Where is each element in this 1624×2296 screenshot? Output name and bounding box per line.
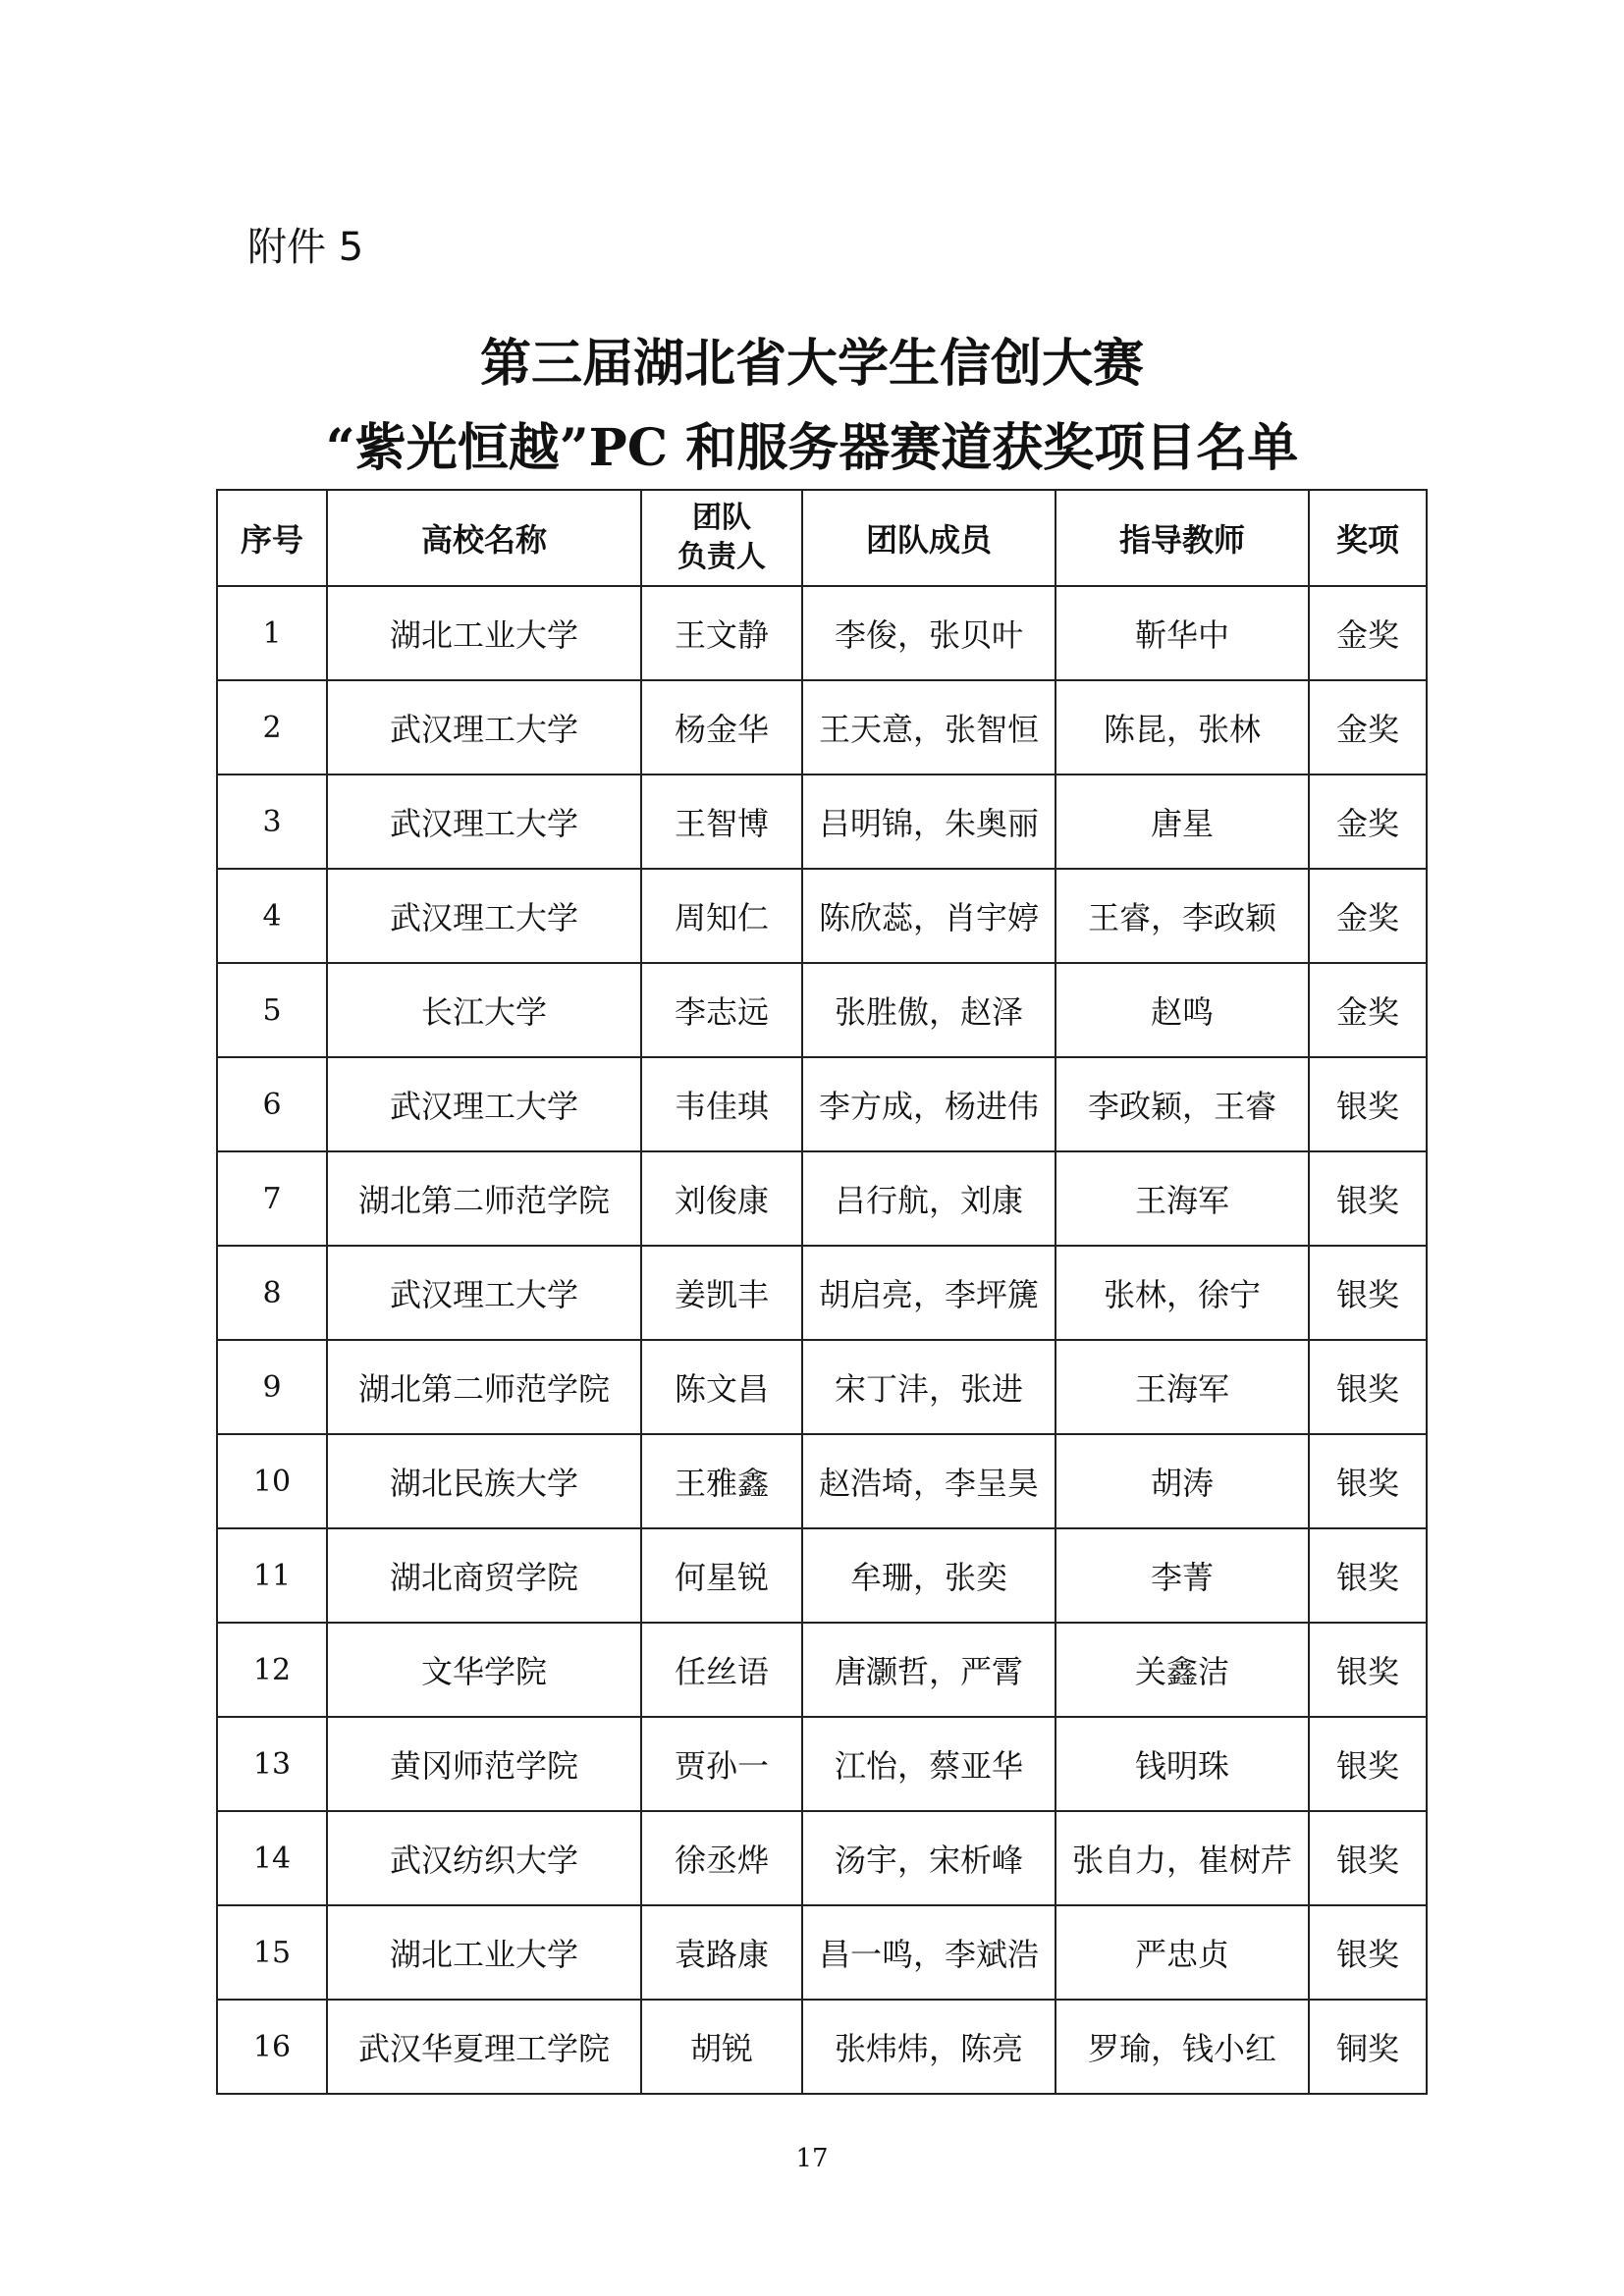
cell-school: 长江大学 — [327, 963, 641, 1057]
cell-advisors: 王海军 — [1056, 1340, 1309, 1434]
cell-award: 铜奖 — [1309, 2000, 1427, 2094]
cell-no: 6 — [217, 1057, 327, 1151]
cell-leader: 贾孙一 — [641, 1717, 802, 1811]
cell-school: 武汉华夏理工学院 — [327, 2000, 641, 2094]
cell-members: 胡启亮，李坪篪 — [802, 1246, 1056, 1340]
cell-school: 武汉理工大学 — [327, 680, 641, 774]
cell-leader: 李志远 — [641, 963, 802, 1057]
cell-school: 武汉纺织大学 — [327, 1811, 641, 1905]
cell-advisors: 李菁 — [1056, 1528, 1309, 1623]
cell-award: 银奖 — [1309, 1811, 1427, 1905]
cell-leader: 陈文昌 — [641, 1340, 802, 1434]
cell-school: 文华学院 — [327, 1623, 641, 1717]
table-row — [217, 1340, 1427, 1434]
cell-advisors: 靳华中 — [1056, 586, 1309, 680]
cell-no: 5 — [217, 963, 327, 1057]
document-title-line1: 第三届湖北省大学生信创大赛 — [479, 334, 1144, 394]
cell-members: 张胜傲，赵泽 — [802, 963, 1056, 1057]
table-row — [217, 2000, 1427, 2094]
cell-advisors: 赵鸣 — [1056, 963, 1309, 1057]
table-row — [217, 869, 1427, 963]
cell-leader: 姜凯丰 — [641, 1246, 802, 1340]
cell-advisors: 严忠贞 — [1056, 1905, 1309, 2000]
cell-leader: 王文静 — [641, 586, 802, 680]
cell-advisors: 胡涛 — [1056, 1434, 1309, 1528]
header-leader — [641, 490, 802, 586]
table-row — [217, 1528, 1427, 1623]
table-row — [217, 1151, 1427, 1246]
table-row — [217, 963, 1427, 1057]
cell-members: 吕行航，刘康 — [802, 1151, 1056, 1246]
cell-members: 李俊，张贝叶 — [802, 586, 1056, 680]
document-title-line2: “紫光恒越”PC 和服务器赛道获奖项目名单 — [325, 418, 1299, 478]
cell-school: 湖北第二师范学院 — [327, 1340, 641, 1434]
cell-advisors: 王睿，李政颖 — [1056, 869, 1309, 963]
table-row — [217, 1434, 1427, 1528]
cell-school: 武汉理工大学 — [327, 869, 641, 963]
cell-award: 金奖 — [1309, 869, 1427, 963]
cell-advisors: 陈昆，张林 — [1056, 680, 1309, 774]
cell-leader: 韦佳琪 — [641, 1057, 802, 1151]
table-row — [217, 1057, 1427, 1151]
cell-advisors: 罗瑜，钱小红 — [1056, 2000, 1309, 2094]
cell-no: 15 — [217, 1905, 327, 2000]
cell-leader: 王雅鑫 — [641, 1434, 802, 1528]
cell-advisors: 钱明珠 — [1056, 1717, 1309, 1811]
cell-no: 4 — [217, 869, 327, 963]
cell-leader: 任丝语 — [641, 1623, 802, 1717]
cell-no: 3 — [217, 774, 327, 869]
cell-award: 金奖 — [1309, 680, 1427, 774]
cell-school: 湖北第二师范学院 — [327, 1151, 641, 1246]
cell-members: 唐灏哲，严霄 — [802, 1623, 1056, 1717]
header-leader-line2: 负责人 — [677, 540, 766, 574]
cell-award: 银奖 — [1309, 1151, 1427, 1246]
cell-school: 武汉理工大学 — [327, 774, 641, 869]
table-body — [217, 586, 1427, 2094]
table-row — [217, 1811, 1427, 1905]
table-row — [217, 1623, 1427, 1717]
table-header-row — [217, 490, 1427, 586]
cell-school: 黄冈师范学院 — [327, 1717, 641, 1811]
cell-award: 银奖 — [1309, 1246, 1427, 1340]
cell-no: 8 — [217, 1246, 327, 1340]
cell-no: 2 — [217, 680, 327, 774]
cell-school: 湖北商贸学院 — [327, 1528, 641, 1623]
cell-award: 金奖 — [1309, 963, 1427, 1057]
cell-advisors: 张林，徐宁 — [1056, 1246, 1309, 1340]
cell-award: 金奖 — [1309, 586, 1427, 680]
cell-members: 陈欣蕊，肖宇婷 — [802, 869, 1056, 963]
cell-members: 牟珊，张奕 — [802, 1528, 1056, 1623]
header-school: 高校名称 — [327, 490, 641, 586]
cell-leader: 王智博 — [641, 774, 802, 869]
cell-members: 宋丁沣，张进 — [802, 1340, 1056, 1434]
header-leader-line1: 团队 — [692, 501, 751, 535]
header-award: 奖项 — [1309, 490, 1427, 586]
table-row — [217, 1905, 1427, 2000]
cell-no: 9 — [217, 1340, 327, 1434]
cell-leader: 胡锐 — [641, 2000, 802, 2094]
cell-school: 湖北工业大学 — [327, 1905, 641, 2000]
cell-members: 吕明锦，朱奥丽 — [802, 774, 1056, 869]
cell-award: 银奖 — [1309, 1717, 1427, 1811]
header-no: 序号 — [217, 490, 327, 586]
cell-no: 1 — [217, 586, 327, 680]
cell-no: 13 — [217, 1717, 327, 1811]
cell-members: 汤宇，宋析峰 — [802, 1811, 1056, 1905]
cell-no: 12 — [217, 1623, 327, 1717]
cell-award: 银奖 — [1309, 1434, 1427, 1528]
cell-no: 7 — [217, 1151, 327, 1246]
cell-leader: 杨金华 — [641, 680, 802, 774]
header-advisors: 指导教师 — [1056, 490, 1309, 586]
cell-members: 江怡，蔡亚华 — [802, 1717, 1056, 1811]
cell-members: 李方成，杨进伟 — [802, 1057, 1056, 1151]
cell-award: 银奖 — [1309, 1057, 1427, 1151]
cell-members: 昌一鸣，李斌浩 — [802, 1905, 1056, 2000]
cell-members: 张炜炜，陈亮 — [802, 2000, 1056, 2094]
cell-advisors: 李政颖，王睿 — [1056, 1057, 1309, 1151]
cell-school: 湖北民族大学 — [327, 1434, 641, 1528]
cell-advisors: 王海军 — [1056, 1151, 1309, 1246]
table-row — [217, 680, 1427, 774]
cell-leader: 刘俊康 — [641, 1151, 802, 1246]
cell-no: 10 — [217, 1434, 327, 1528]
cell-award: 银奖 — [1309, 1623, 1427, 1717]
page-number: 17 — [795, 2144, 829, 2173]
cell-advisors: 张自力，崔树芹 — [1056, 1811, 1309, 1905]
cell-advisors: 唐星 — [1056, 774, 1309, 869]
cell-no: 11 — [217, 1528, 327, 1623]
cell-no: 14 — [217, 1811, 327, 1905]
header-members: 团队成员 — [802, 490, 1056, 586]
cell-leader: 周知仁 — [641, 869, 802, 963]
cell-no: 16 — [217, 2000, 327, 2094]
awards-table — [216, 489, 1428, 2095]
cell-leader: 袁路康 — [641, 1905, 802, 2000]
cell-school: 武汉理工大学 — [327, 1057, 641, 1151]
cell-award: 银奖 — [1309, 1340, 1427, 1434]
table-row — [217, 1246, 1427, 1340]
cell-award: 银奖 — [1309, 1528, 1427, 1623]
cell-leader: 徐丞烨 — [641, 1811, 802, 1905]
cell-award: 银奖 — [1309, 1905, 1427, 2000]
cell-school: 武汉理工大学 — [327, 1246, 641, 1340]
table-row — [217, 774, 1427, 869]
cell-leader: 何星锐 — [641, 1528, 802, 1623]
cell-advisors: 关鑫洁 — [1056, 1623, 1309, 1717]
attachment-label: 附件 5 — [247, 225, 364, 270]
cell-members: 赵浩埼，李呈昊 — [802, 1434, 1056, 1528]
cell-school: 湖北工业大学 — [327, 586, 641, 680]
cell-award: 金奖 — [1309, 774, 1427, 869]
table-row — [217, 1717, 1427, 1811]
cell-members: 王天意，张智恒 — [802, 680, 1056, 774]
table-row — [217, 586, 1427, 680]
